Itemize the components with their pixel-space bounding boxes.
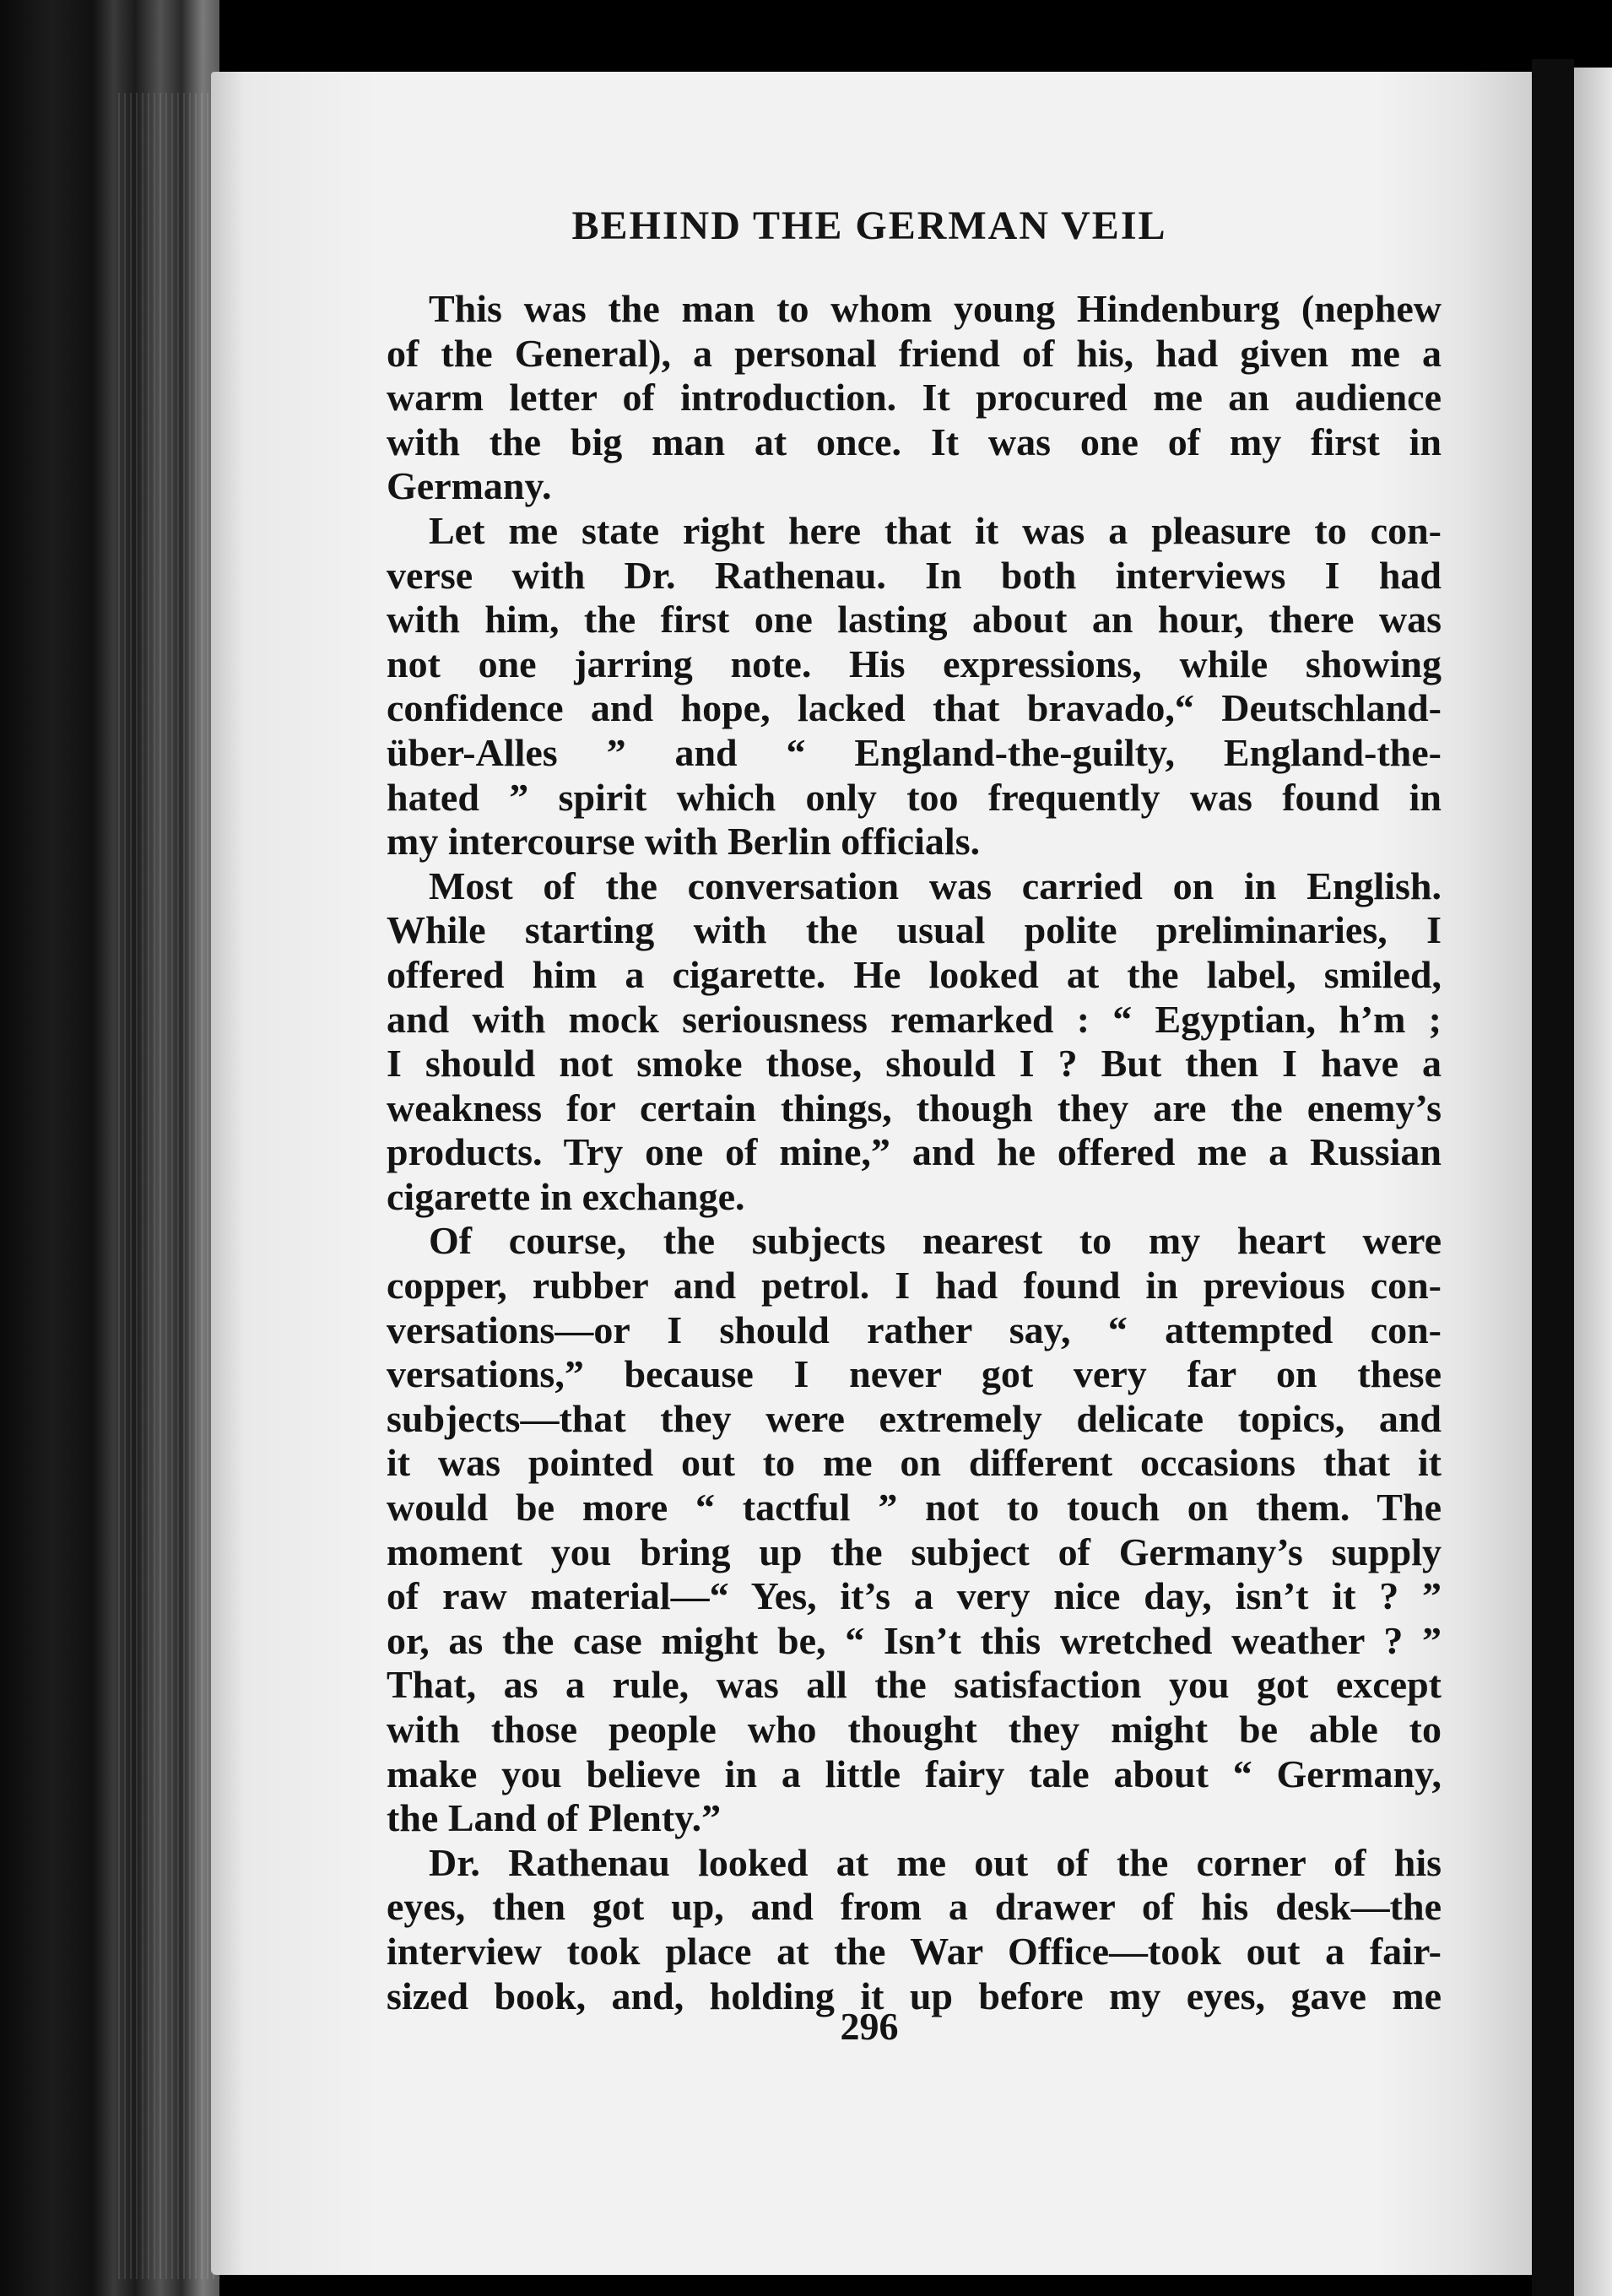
text-line: or, as the case might be, “ Isn’t this wretched weather ? ” <box>387 1618 1442 1662</box>
page-number: 296 <box>840 2005 899 2048</box>
text-line: subjects—that they were extremely delicate topics, and <box>387 1396 1442 1440</box>
page-edges <box>118 93 219 2279</box>
text-line: versations—or I should rather say, “ attempted con- <box>387 1308 1442 1351</box>
text-line: would be more “ tactful ” not to touch on them. The <box>387 1486 1442 1530</box>
text-line: copper, rubber and petrol. I had found in previous con- <box>387 1264 1442 1308</box>
text-line: offered him a cigarette. He looked at the label, smiled, <box>387 952 1442 996</box>
text-line: I should not smoke those, should I ? But then I have a <box>387 1042 1442 1086</box>
text-line: of the General), a personal friend of his, had given me a <box>387 331 1442 375</box>
running-header: BEHIND THE GERMAN VEIL <box>571 203 1167 248</box>
text-line: Most of the conversation was carried on in English. <box>429 864 1442 907</box>
text-line: of raw material—“ Yes, it’s a very nice day, isn’t it ? ” <box>387 1574 1442 1618</box>
text-line: it was pointed out to me on different occasions that it <box>387 1441 1442 1485</box>
text-line: Germany. <box>387 464 552 508</box>
text-line: That, as a rule, was all the satisfaction you got except <box>387 1663 1442 1707</box>
text-line: verse with Dr. Rathenau. In both interviews I had <box>387 553 1442 597</box>
text-line: and with mock seriousness remarked : “ Egyptian, h’m ; <box>387 997 1442 1041</box>
text-line: with the big man at once. It was one of my first in <box>387 420 1442 463</box>
text-line: cigarette in exchange. <box>387 1174 745 1218</box>
text-line: with those people who thought they might be able to <box>387 1708 1442 1751</box>
text-line: not one jarring note. His expressions, while showing <box>387 642 1442 685</box>
text-line: While starting with the usual polite preliminaries, I <box>387 908 1442 952</box>
text-line: products. Try one of mine,” and he offered me a Russian <box>387 1130 1442 1174</box>
text-line: make you believe in a little fairy tale about “ Germany, <box>387 1752 1442 1795</box>
text-line: the Land of Plenty.” <box>387 1796 722 1840</box>
text-line: confidence and hope, lacked that bravado,“ Deutschland- <box>387 686 1442 730</box>
facing-page-edge <box>1574 68 1612 2296</box>
text-line: sized book, and, holding it up before my eyes, gave me <box>387 1974 1442 2017</box>
book-gutter <box>1532 59 1574 2296</box>
book-binding <box>0 0 219 2296</box>
text-line: weakness for certain things, though they are the enemy’s <box>387 1086 1442 1129</box>
text-line: with him, the first one lasting about an hour, there was <box>387 598 1442 642</box>
text-line: Of course, the subjects nearest to my heart were <box>429 1219 1442 1263</box>
text-line: warm letter of introduction. It procured me an audience <box>387 376 1442 420</box>
body-text <box>387 287 1442 2018</box>
text-line: my intercourse with Berlin officials. <box>387 820 981 864</box>
text-line: versations,” because I never got very far on these <box>387 1352 1442 1396</box>
text-line: Dr. Rathenau looked at me out of the corner of his <box>429 1840 1442 1884</box>
text-line: Let me state right here that it was a pleasure to con- <box>429 508 1442 552</box>
text-line: hated ” spirit which only too frequently was found in <box>387 775 1442 819</box>
text-line: über-Alles ” and “ England-the-guilty, England-the- <box>387 730 1442 774</box>
text-line: This was the man to whom young Hindenburg (nephew <box>429 287 1442 330</box>
text-line: eyes, then got up, and from a drawer of his desk—the <box>387 1885 1442 1929</box>
text-line: interview took place at the War Office—took out a fair- <box>387 1929 1442 1973</box>
text-line: moment you bring up the subject of Germany’s supply <box>387 1530 1442 1573</box>
